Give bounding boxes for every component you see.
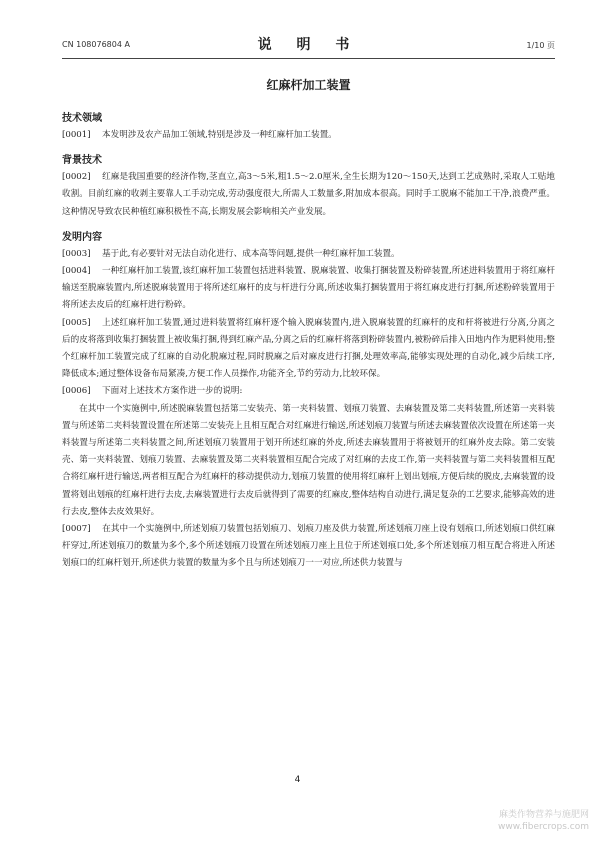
paragraph-number: [0001] <box>62 130 91 140</box>
paragraph-0006 <box>62 383 555 400</box>
paragraph-0002 <box>62 169 555 221</box>
paragraph-number: [0006] <box>62 386 91 397</box>
paragraph-0003 <box>62 246 555 263</box>
paragraph-text: 红麻是我国重要的经济作物,茎直立,高3～5米,粗1.5～2.0厘米,全生长期为120～150天,达到工艺成熟时,采取人工贴地收割。目前红麻的收剥主要靠人工手动完成,劳动强度很大,所需人工数量多,附加成本很高。同时手工脱麻不能加工干净,浪费严重。这种情况导致农民种植红麻积极性不高,长期发展会影响相关产业发展。 <box>62 172 555 217</box>
section-heading-background: 背景技术 <box>62 155 102 167</box>
paragraph-0006-body: 在其中一个实施例中,所述脱麻装置包括第二安装壳、第一夹料装置、划痕刀装置、去麻装置及第二夹料装置,所述第一夹料装置与所述第二夹料装置设置在所述第二安装壳上且相互配合对红麻进行输送,所述划痕刀装置与所述去麻装置依次设置在所述第一夹料装置与所述第二夹料装置之间,所述划痕刀装置用于划开所述红麻的外皮,所述去麻装置用于将被划开的红麻外皮去除。第二安装壳、第一夹料装置、划痕刀装置、去麻装置及第二夹料装置相互配合完成了对红麻的去皮工作,第一夹料装置与第二夹料装置相互配合将红麻杆进行输送,两者相互配合为红麻杆的移动提供动力,划痕刀装置的使用将红麻杆上划出划痕,方便后续的脱皮,去麻装置的设置将划出划痕的红麻杆进行去皮,去麻装置进行去皮后就得到了需要的红麻皮,整体结构自动进行,满足复杂的工艺要求,能够高效的进行去皮,整体去皮效果好。 <box>62 403 555 517</box>
paragraph-number: [0005] <box>62 317 91 328</box>
paragraph-number: [0004] <box>62 266 91 277</box>
header-divider <box>62 58 555 59</box>
invention-title: 红麻杆加工装置 <box>266 78 351 92</box>
paragraph-number: [0007] <box>62 524 91 535</box>
paragraph-number: [0003] <box>62 248 91 259</box>
paragraph-0004 <box>62 263 555 315</box>
document-type-title: 说 明 书 <box>257 37 360 53</box>
paragraph-text: 一种红麻杆加工装置,该红麻杆加工装置包括进料装置、脱麻装置、收集打捆装置及粉碎装置,所述进料装置用于将红麻杆输送至脱麻装置内,所述脱麻装置用于将所述红麻杆的皮与杆进行分离,所述收集打捆装置用于将红麻皮进行打捆,所述粉碎装置用于将所述去皮后的红麻杆进行粉碎。 <box>62 266 555 311</box>
paragraph-text: 基于此,有必要针对无法自动化进行、成本高等问题,提供一种红麻杆加工装置。 <box>102 248 400 259</box>
paragraph-text: 在其中一个实施例中,所述划痕刀装置包括划痕刀、划痕刀座及供力装置,所述划痕刀座上设有划痕口,所述划痕口供红麻杆穿过,所述划痕刀的数量为多个,多个所述划痕刀设置在所述划痕刀座上且位于所述划痕口处,多个所述划痕刀相互配合将进入所述划痕口的红麻杆划开,所述供力装置的数量为多个且与所述划痕刀一一对应,所述供力装置与 <box>62 524 555 569</box>
watermark <box>498 809 589 833</box>
page-header <box>62 34 555 54</box>
section-heading-tech-field: 技术领域 <box>62 113 102 124</box>
paragraph-text: 上述红麻杆加工装置,通过进料装置将红麻杆逐个输入脱麻装置内,进入脱麻装置的红麻杆的皮和杆将被进行分离,分离之后的皮将落到收集打捆装置上被收集打捆,得到红麻产品,分离之后的红麻杆将落到粉碎装置内,被粉碎后排入田地内作为肥料使用;整个红麻杆加工装置完成了红麻的自动化脱麻过程,同时脱麻之后对麻皮进行打捆,处理效率高,能够实现处理的自动化,减少后续工序,降低成本;通过整体设备布局紧凑,方便工作人员操作,功能齐全,节约劳动力,比较环保。 <box>62 317 555 380</box>
paragraph-0005 <box>62 315 555 384</box>
watermark-site-name: 麻类作物营养与施肥网 <box>498 810 589 820</box>
page-number: 4 <box>294 775 301 785</box>
patent-number: CN 108076804 A <box>62 40 130 49</box>
paragraph-0007 <box>62 521 555 573</box>
paragraph-text: 本发明涉及农产品加工领域,特别是涉及一种红麻杆加工装置。 <box>102 130 337 140</box>
section-heading-summary: 发明内容 <box>62 231 102 243</box>
page-indicator: 1/10 页 <box>526 41 555 50</box>
document-body <box>62 110 555 573</box>
paragraph-number: [0002] <box>62 172 91 183</box>
watermark-url: www.fibercrops.com <box>498 822 589 832</box>
paragraph-text: 下面对上述技术方案作进一步的说明: <box>102 386 243 397</box>
paragraph-0001 <box>62 127 555 144</box>
